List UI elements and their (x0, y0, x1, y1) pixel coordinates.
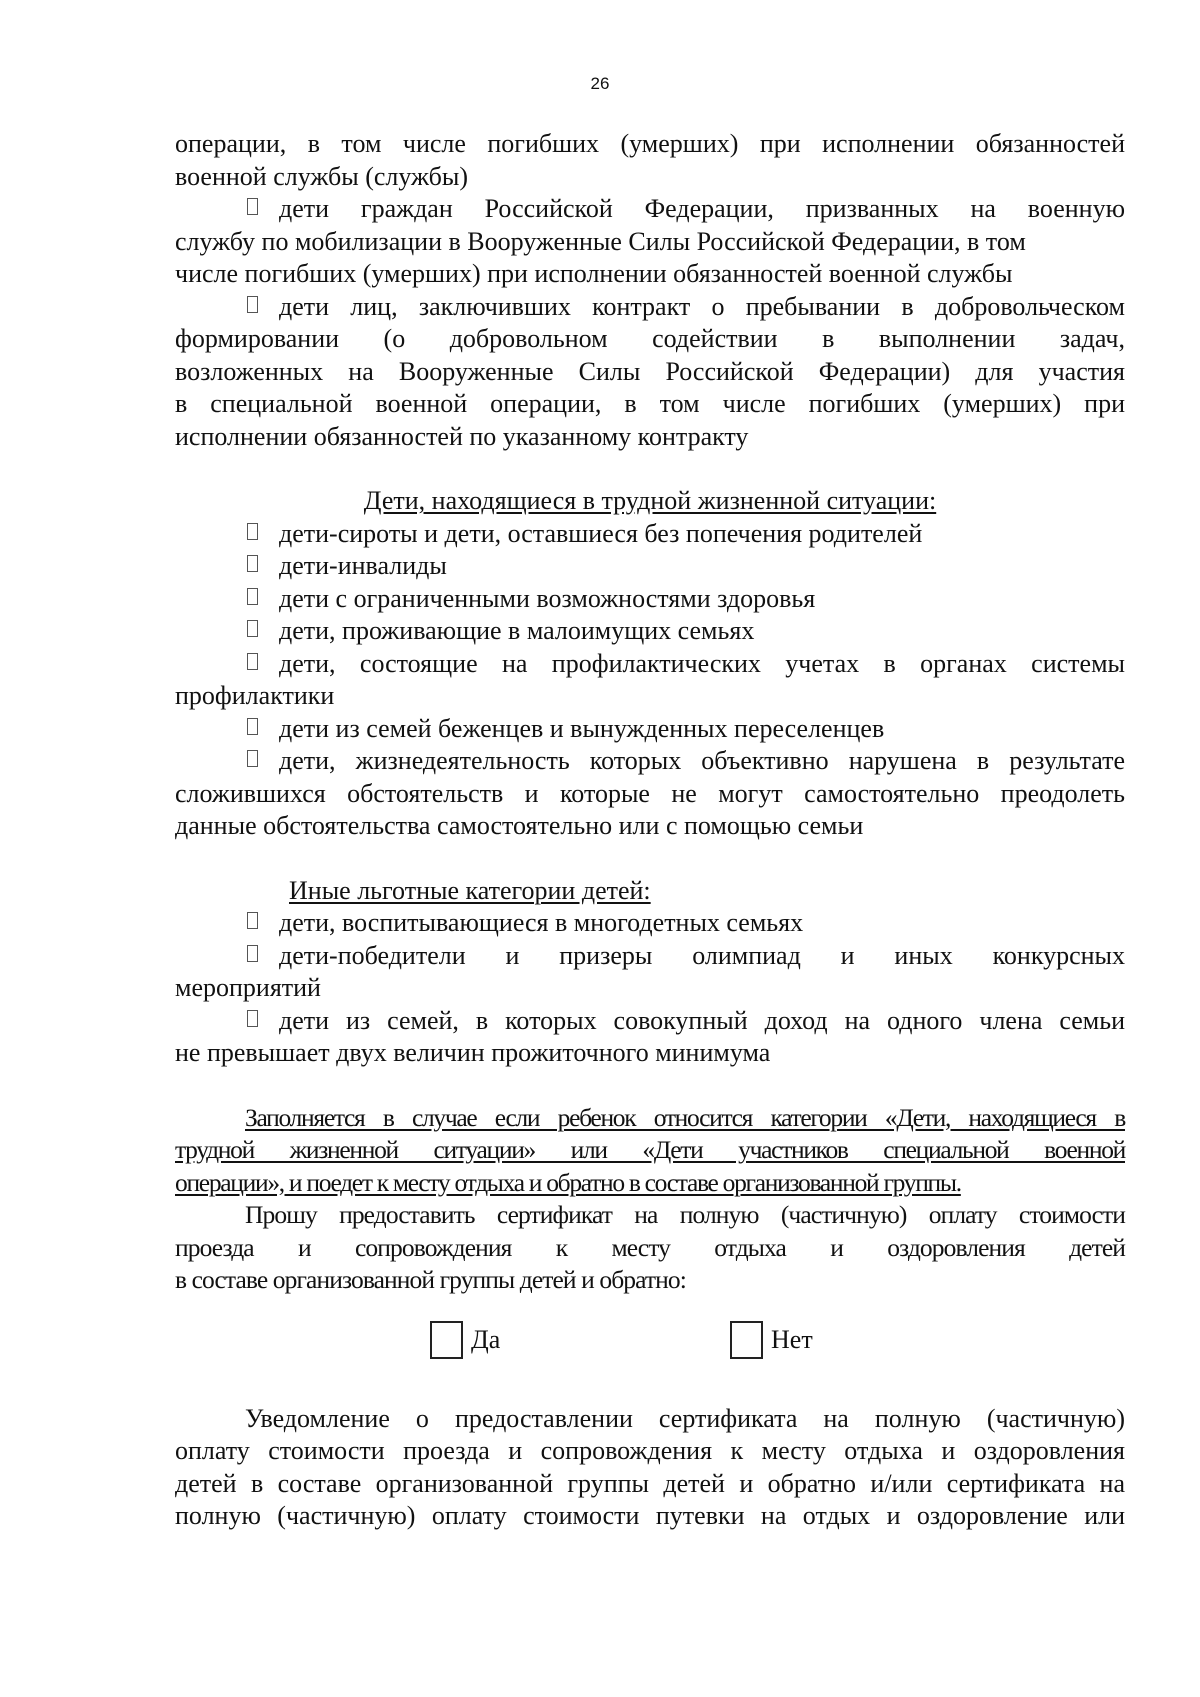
text-line: Заполняется в случае если ребенок относится категории «Дети, находящиеся в (245, 1102, 1125, 1132)
text-line: не превышает двух величин прожиточного минимума (175, 1038, 771, 1067)
text-line: дети, проживающие в малоимущих семьях (279, 616, 755, 645)
text-line: дети-сироты и дети, оставшиеся без попечения родителей (279, 518, 923, 548)
text-line: дети с ограниченными возможностями здоровья (279, 583, 816, 613)
text-line: военной службы (службы) (175, 161, 468, 191)
list-item (175, 291, 1125, 454)
text-line: полную (частичную) оплату стоимости путевки на отдых и оздоровление или (175, 1501, 1125, 1530)
text-line: исполнении обязанностей по указанному контракту (175, 421, 749, 451)
text-line: в специальной военной операции, в том числе погибших (умерших) при (175, 389, 1125, 418)
checkbox-bullet-icon (245, 620, 261, 640)
checkbox-bullet-icon (245, 945, 261, 965)
fill-instruction-note (175, 1102, 1125, 1200)
text-line: дети-инвалиды (279, 551, 447, 580)
checkbox-bullet-icon (245, 912, 261, 932)
text-line: Прошу предоставить сертификат на полную (частичную) оплату стоимости (245, 1200, 1125, 1229)
text-line: дети из семей, в которых совокупный доход на одного члена семьи (279, 1005, 1125, 1035)
yes-checkbox[interactable] (430, 1321, 463, 1359)
section-heading-other: Иные льготные категории детей: (289, 875, 651, 905)
checkbox-bullet-icon (245, 588, 261, 608)
text-line: операции, в том числе погибших (умерших) при исполнении обязанностей (175, 129, 1125, 158)
section-heading-difficult: Дети, находящиеся в трудной жизненной ситуации: (363, 486, 937, 515)
checkbox-bullet-icon (245, 718, 261, 738)
text-line: службу по мобилизации в Вооруженные Силы Российской Федерации, в том (175, 226, 1026, 256)
no-label: Нет (771, 1324, 813, 1354)
text-line: возложенных на Вооруженные Силы Российской Федерации) для участия (175, 356, 1125, 386)
checkbox-bullet-icon (245, 523, 261, 543)
text-line: Уведомление о предоставлении сертификата на полную (частичную) (245, 1403, 1125, 1433)
list-item (175, 713, 1125, 746)
list-item (175, 583, 1125, 616)
text-line: дети из семей беженцев и вынужденных переселенцев (279, 713, 885, 743)
document-body (175, 128, 1125, 1533)
text-line: в составе организованной группы детей и обратно: (175, 1265, 686, 1294)
list-item (175, 940, 1125, 1005)
text-line: мероприятий (175, 973, 321, 1002)
list-item (175, 745, 1125, 843)
yes-no-choices (175, 1297, 1125, 1381)
text-line: дети-победители и призеры олимпиад и иных конкурсных (279, 940, 1125, 970)
text-line: дети, воспитывающиеся в многодетных семьях (279, 908, 804, 937)
checkbox-bullet-icon (245, 198, 261, 218)
notification-paragraph (175, 1403, 1125, 1533)
text-line: числе погибших (умерших) при исполнении обязанностей военной службы (175, 259, 1013, 288)
yes-label: Да (471, 1324, 501, 1354)
list-item (175, 193, 1125, 291)
list-item (175, 1005, 1125, 1070)
text-line: дети граждан Российской Федерации, призванных на военную (279, 194, 1125, 223)
text-line: формировании (о добровольном содействии в выполнении задач, (175, 324, 1125, 353)
checkbox-bullet-icon (245, 296, 261, 316)
text-line: операции», и поедет к месту отдыха и обратно в составе организованной группы. (175, 1167, 961, 1197)
choice-yes (430, 1321, 500, 1359)
choice-no (730, 1321, 813, 1359)
text-line: оплату стоимости проезда и сопровождения к месту отдыха и оздоровления (175, 1436, 1125, 1465)
text-line: дети лиц, заключивших контракт о пребывании в добровольческом (279, 291, 1125, 321)
text-line: данные обстоятельства самостоятельно или с помощью семьи (175, 811, 864, 840)
checkbox-bullet-icon (245, 653, 261, 673)
checkbox-bullet-icon (245, 750, 261, 770)
list-item (175, 550, 1125, 583)
page-number: 26 (590, 74, 610, 93)
list-item (175, 907, 1125, 940)
checkbox-bullet-icon (245, 555, 261, 575)
intro-paragraph (175, 128, 1125, 193)
list-item (175, 648, 1125, 713)
text-line: детей в составе организованной группы детей и обратно и/или сертификата на (175, 1468, 1125, 1498)
list-item (175, 615, 1125, 648)
list-item (175, 518, 1125, 551)
text-line: проезда и сопровождения к месту отдыха и оздоровления детей (175, 1232, 1125, 1262)
text-line: трудной жизненной ситуации» или «Дети участников специальной военной (175, 1135, 1125, 1164)
text-line: дети, состоящие на профилактических учетах в органах системы (279, 648, 1125, 678)
text-line: сложившихся обстоятельств и которые не могут самостоятельно преодолеть (175, 778, 1125, 808)
request-paragraph (175, 1199, 1125, 1297)
text-line: дети, жизнедеятельность которых объективно нарушена в результате (279, 746, 1125, 775)
checkbox-bullet-icon (245, 1010, 261, 1030)
text-line: профилактики (175, 681, 335, 710)
no-checkbox[interactable] (730, 1321, 763, 1359)
